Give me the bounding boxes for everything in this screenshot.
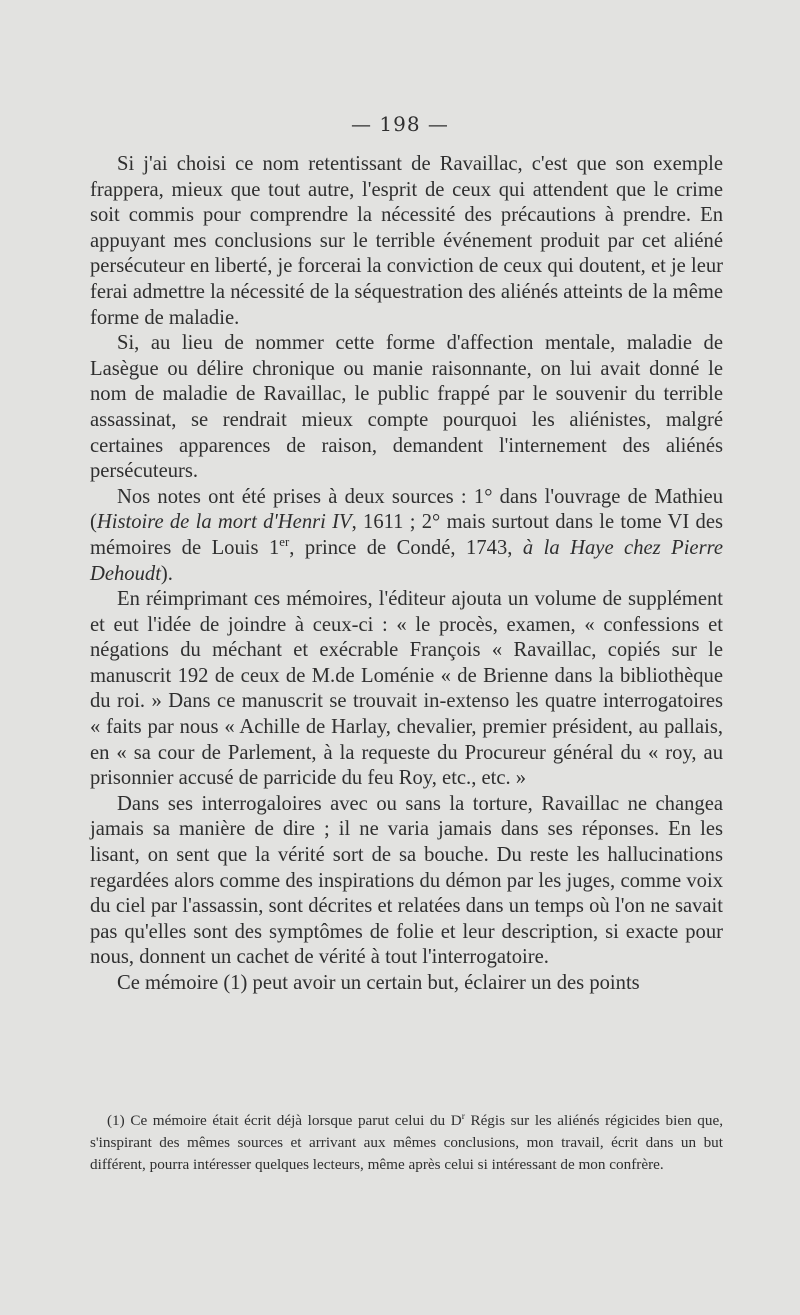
book-title-histoire: Histoire de la mort d'Henri IV (96, 511, 352, 534)
paragraph-3-text-a: Nos notes ont été prises à deux sources : 1° dans l'ouvrage de Mathieu ( (90, 485, 723, 534)
paragraph-3-text-c: , 1611 ; 2° mais surtout dans le tome VI des mémoires de Louis 1 (90, 511, 723, 559)
footnote-text (90, 1110, 723, 1176)
page-number: — 198 — (351, 112, 449, 136)
publisher-imprint: à la Haye chez Pierre Dehoudt (90, 536, 723, 585)
footnote (90, 1110, 723, 1176)
paragraph-6: Ce mémoire (1) peut avoir un certain but, éclairer un des points (117, 972, 640, 994)
paragraph-4: En réimprimant ces mémoires, l'éditeur ajouta un volume de supplément et eut l'idée de joindre à ceux-ci : « le procès, examen, « confessions et négations du méchant et exécrable François « Ravaillac, copiés sur le manuscrit 192 de ceux de M.de Loménie « de Brienne dans la bibliothèque du roi. » Dans ce manuscrit se trouvait in-extenso les quatre interrogatoires « faits par nous « Achille de Harlay, chevalier, premier président, au pallais, en « sa cour de Parlement, à la requeste du Procureur général du « roy, au prisonnier accusé de parricide du feu Roy, etc., etc. » (90, 588, 723, 790)
body-text (90, 152, 723, 997)
superscript-r: r (461, 1111, 465, 1122)
paragraph-3-text-g: ). (160, 562, 173, 585)
paragraph-2: Si, au lieu de nommer cette forme d'affection mentale, maladie de Lasègue ou délire chronique ou manie raisonnante, on lui avait donné le nom de maladie de Ravaillac, le public frappé par le souvenir du terrible assassinat, se rendrait mieux compte pourquoi les aliénistes, malgré certaines apparences de raison, demandent l'internement des aliénés persécuteurs. (90, 332, 723, 483)
paragraph-3-text-e: , prince de Condé, 1743, (289, 536, 523, 559)
paragraph-5: Dans ses interrogaloires avec ou sans la torture, Ravaillac ne changea jamais sa manière de dire ; il ne varia jamais dans ses réponses. En les lisant, on sent que la vérité sort de sa bouche. Du reste les hallucinations regardées alors comme des inspirations du démon par les juges, comme voix du ciel par l'assassin, sont décrites et relatées dans un temps où l'on ne savait pas qu'elles sont des symptômes de folie et leur description, si exacte pour nous, donnent un cachet de vérité à tout l'interrogatoire. (90, 792, 723, 969)
footnote-text-c: Régis sur les aliénés régicides bien que, s'inspirant des mêmes sources et arrivant aux mêmes conclusions, mon travail, écrit dans un but différent, pourra intéresser quelques lecteurs, même après celui si intéressant de mon confrère. (90, 1112, 723, 1173)
footnote-text-a: (1) Ce mémoire était écrit déjà lorsque parut celui du D (107, 1112, 462, 1129)
paragraph-3 (90, 485, 723, 587)
superscript-er: er (279, 535, 290, 550)
paragraph-1: Si j'ai choisi ce nom retentissant de Ravaillac, c'est que son exemple frappera, mieux que tout autre, l'esprit de ceux qui attendent que le crime soit commis pour comprendre la nécessité des précautions à prendre. En appuyant mes conclusions sur le terrible événement produit par cet aliéné persécuteur en liberté, je forcerai la conviction de ceux qui doutent, et je leur ferai admettre la nécessité de la séquestration des aliénés atteints de la même forme de maladie. (90, 153, 723, 329)
